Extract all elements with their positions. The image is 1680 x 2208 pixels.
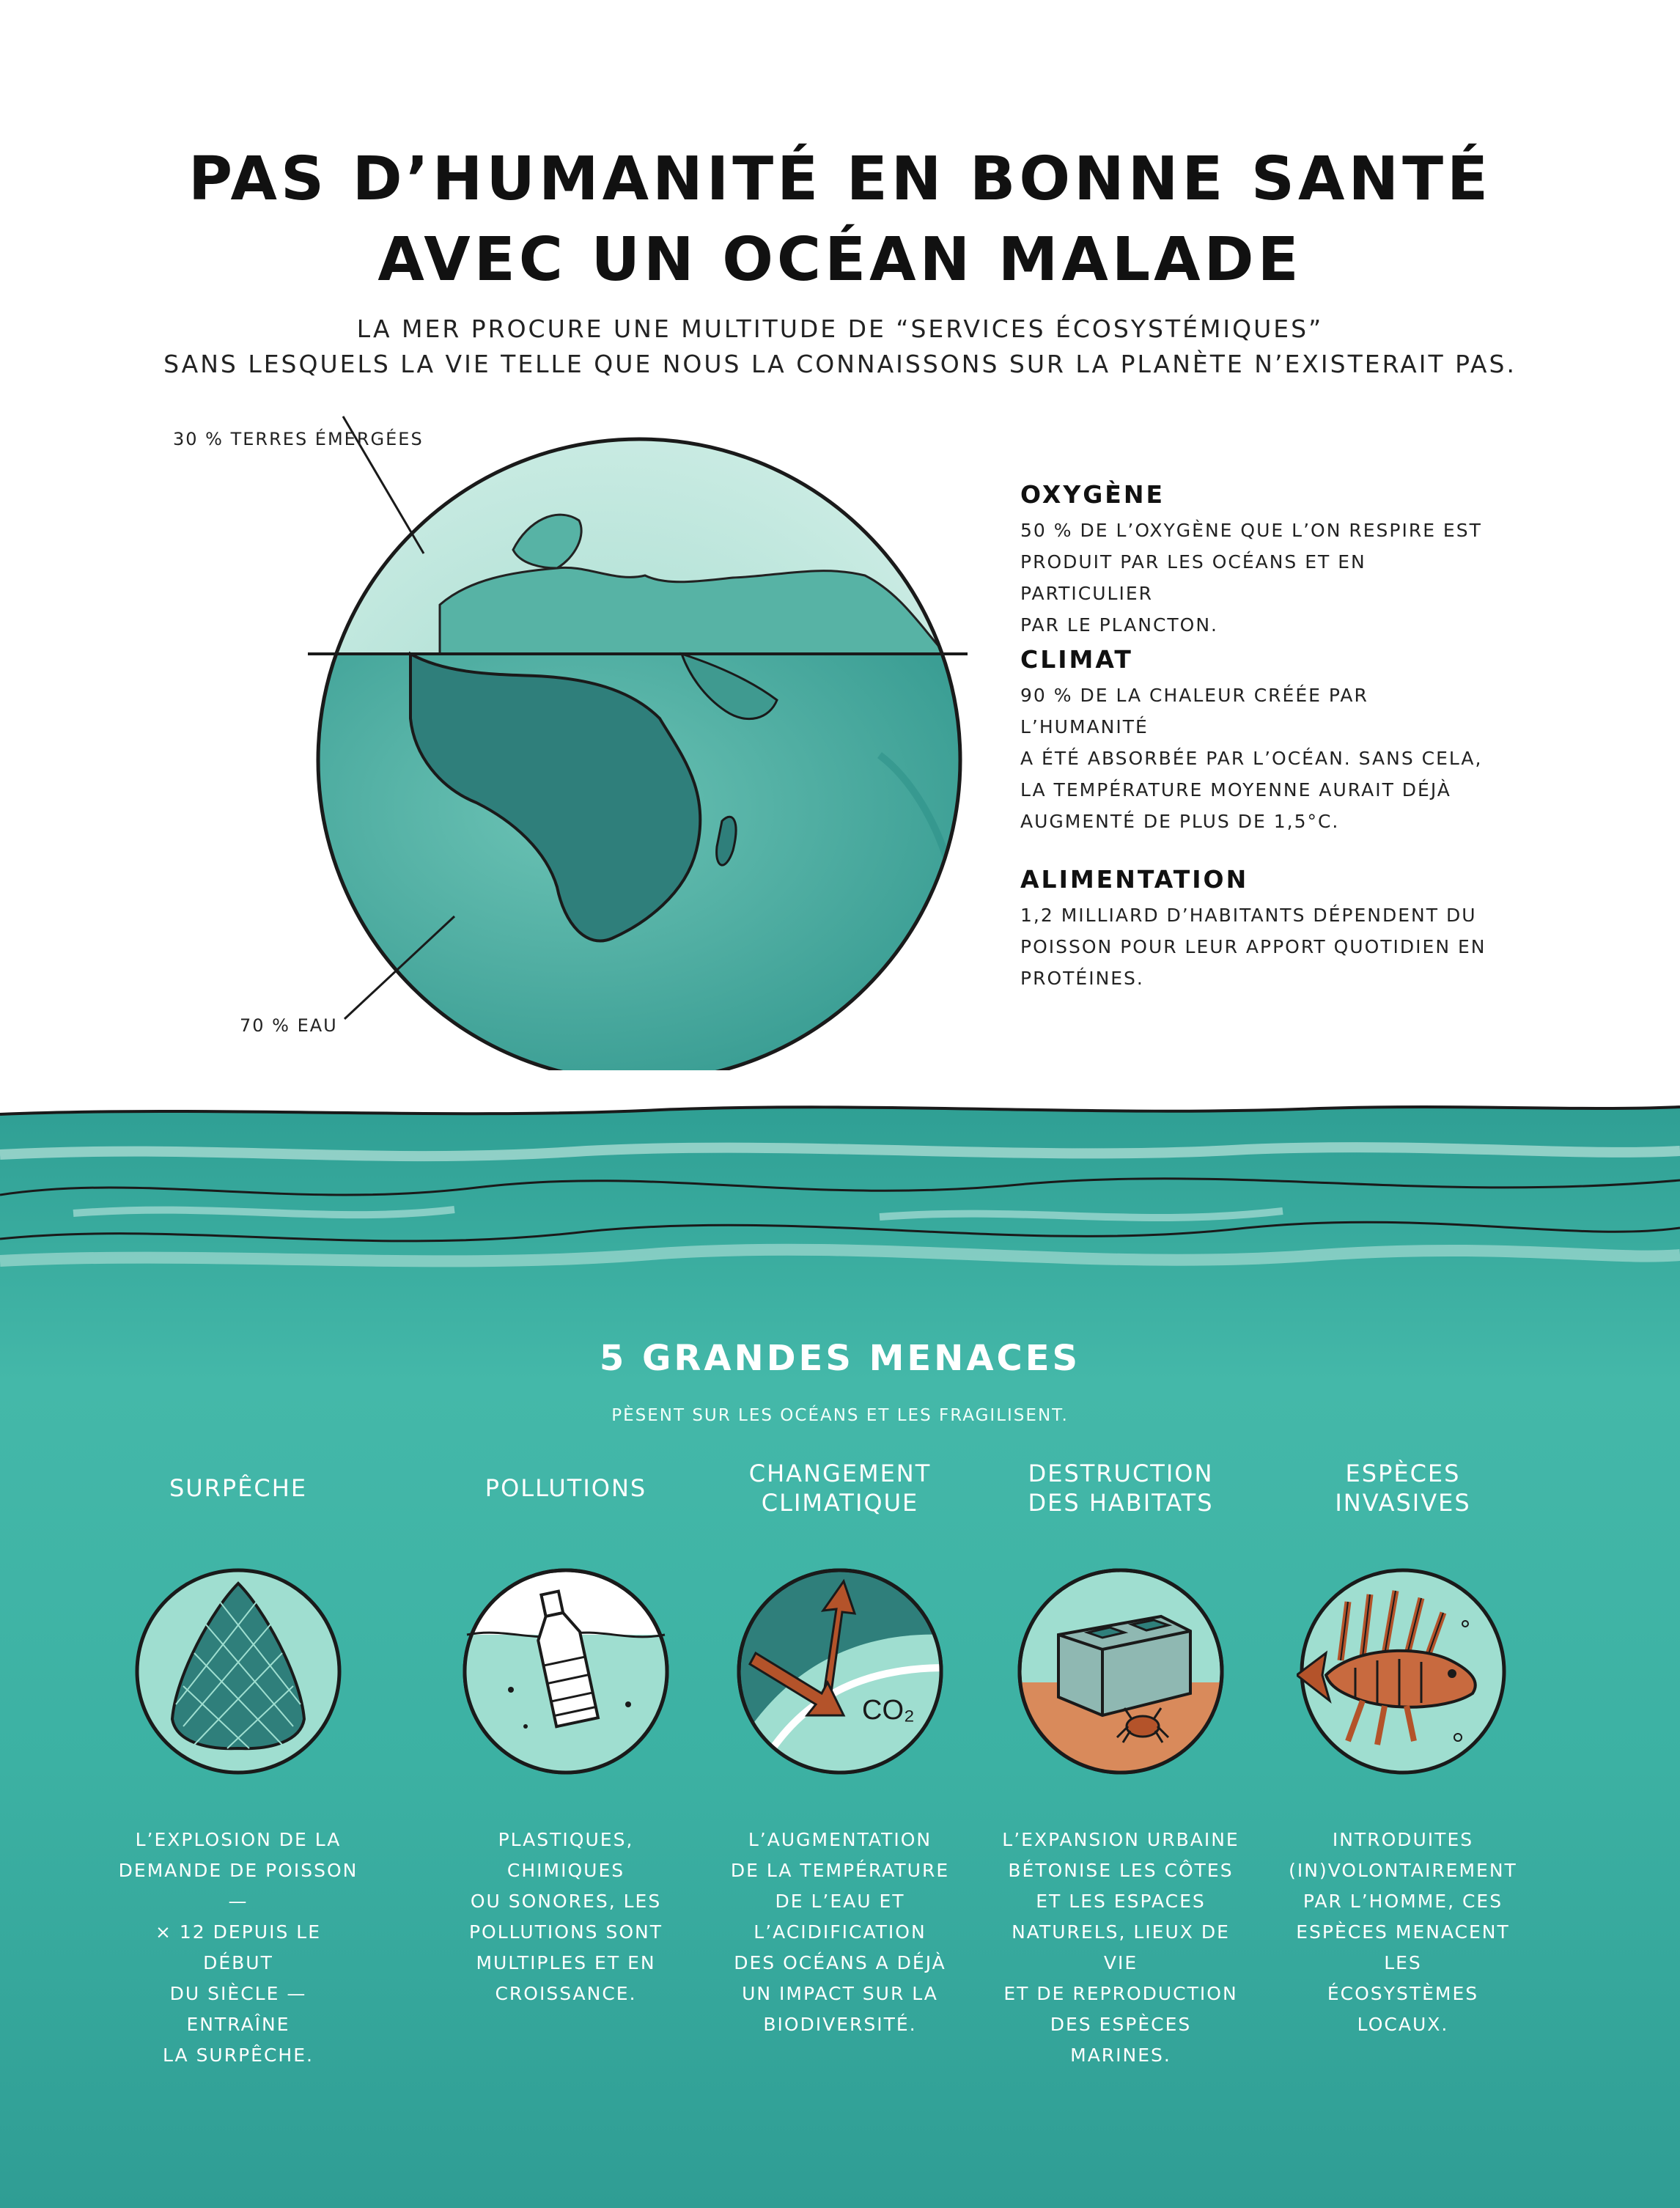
- desc-line: MULTIPLES ET EN: [476, 1952, 656, 1973]
- service-line: AUGMENTÉ DE PLUS DE 1,5°C.: [1020, 811, 1340, 832]
- intro-text: [0, 312, 1680, 382]
- desc-line: DE L’EAU ET: [775, 1891, 905, 1912]
- service-line: PRODUIT PAR LES OCÉANS ET EN PARTICULIER: [1020, 551, 1366, 604]
- threat-title-line: POLLUTIONS: [485, 1474, 647, 1502]
- intro-line-1: LA MER PROCURE UNE MULTITUDE DE “SERVICES ÉCOSYSTÉMIQUES”: [356, 314, 1324, 343]
- page-title: [0, 139, 1680, 301]
- threats-title: 5 GRANDES MENACES: [599, 1338, 1081, 1379]
- threats-subtitle: PÈSENT SUR LES OCÉANS ET LES FRAGILISENT.: [611, 1406, 1069, 1425]
- threat-description: [719, 1825, 961, 2040]
- threat-climate-change: [719, 1455, 961, 2040]
- threat-title-line: ESPÈCES: [1345, 1460, 1461, 1487]
- desc-line: NATURELS, LIEUX DE VIE: [1012, 1921, 1230, 1973]
- service-climate: [1020, 645, 1489, 837]
- threat-title: [1000, 1455, 1242, 1521]
- service-oxygen: [1020, 480, 1489, 641]
- desc-line: BIODIVERSITÉ.: [763, 2014, 917, 2035]
- fishing-net-icon: [132, 1565, 345, 1778]
- earth-globe-illustration: [0, 411, 1020, 1070]
- europe-landmass: [440, 567, 946, 654]
- desc-line: BÉTONISE LES CÔTES: [1008, 1860, 1234, 1881]
- desc-line: PLASTIQUES, CHIMIQUES: [498, 1829, 634, 1881]
- service-line: POISSON POUR LEUR APPORT QUOTIDIEN EN: [1020, 936, 1486, 957]
- desc-line: DU SIÈCLE — ENTRAÎNE: [169, 1983, 307, 2035]
- threat-title-line: CLIMATIQUE: [761, 1489, 919, 1517]
- threat-title: [1282, 1455, 1524, 1521]
- desc-line: DE LA TEMPÉRATURE: [730, 1860, 950, 1881]
- desc-line: PAR L’HOMME, CES: [1303, 1891, 1503, 1912]
- service-line: 90 % DE LA CHALEUR CRÉÉE PAR L’HUMANITÉ: [1020, 685, 1368, 737]
- desc-line: × 12 DEPUIS LE DÉBUT: [155, 1921, 321, 1973]
- lionfish-icon: [1297, 1565, 1509, 1778]
- threat-title: [445, 1455, 687, 1521]
- desc-line: L’AUGMENTATION: [748, 1829, 932, 1850]
- service-line: LA TEMPÉRATURE MOYENNE AURAIT DÉJÀ: [1020, 779, 1451, 801]
- service-title: CLIMAT: [1020, 645, 1133, 674]
- threat-title-line: DES HABITATS: [1028, 1489, 1214, 1517]
- title-line-1: PAS D’HUMANITÉ EN BONNE SANTÉ: [188, 144, 1492, 214]
- desc-line: UN IMPACT SUR LA: [742, 1983, 938, 2004]
- threat-title-line: CHANGEMENT: [748, 1460, 932, 1487]
- desc-line: DES ESPÈCES MARINES.: [1050, 2014, 1192, 2066]
- threat-description: [445, 1825, 687, 2009]
- threat-title: [719, 1455, 961, 1521]
- threat-description: [1000, 1825, 1242, 2071]
- desc-line: CROISSANCE.: [495, 1983, 637, 2004]
- desc-line: L’EXPANSION URBAINE: [1002, 1829, 1239, 1850]
- threat-title: [117, 1455, 359, 1521]
- desc-line: L’ACIDIFICATION: [754, 1921, 926, 1943]
- plastic-bottle-icon: [460, 1565, 672, 1778]
- threat-title-line: SURPÊCHE: [169, 1474, 308, 1502]
- service-line: PAR LE PLANCTON.: [1020, 614, 1219, 636]
- desc-line: ET DE REPRODUCTION: [1003, 1983, 1238, 2004]
- threat-description: [1282, 1825, 1524, 2040]
- desc-line: INTRODUITES: [1332, 1829, 1474, 1850]
- threat-overfishing: [117, 1455, 359, 2071]
- intro-line-2: SANS LESQUELS LA VIE TELLE QUE NOUS LA CONNAISSONS SUR LA PLANÈTE N’EXISTERAIT PAS.: [163, 350, 1517, 378]
- service-line: A ÉTÉ ABSORBÉE PAR L’OCÉAN. SANS CELA,: [1020, 748, 1483, 769]
- title-line-2: AVEC UN OCÉAN MALADE: [377, 225, 1303, 295]
- threat-invasive-species: [1282, 1455, 1524, 2040]
- desc-line: L’EXPLOSION DE LA: [135, 1829, 342, 1850]
- desc-line: OU SONORES, LES: [470, 1891, 662, 1912]
- water-percentage-label: 70 % EAU: [240, 1015, 338, 1036]
- service-line: 50 % DE L’OXYGÈNE QUE L’ON RESPIRE EST: [1020, 520, 1482, 541]
- threat-habitat-destruction: [1000, 1455, 1242, 2071]
- service-title: ALIMENTATION: [1020, 865, 1249, 894]
- desc-line: ET LES ESPACES: [1036, 1891, 1206, 1912]
- land-percentage-label: 30 % TERRES ÉMERGÉES: [173, 429, 424, 449]
- desc-line: DES OCÉANS A DÉJÀ: [734, 1952, 946, 1973]
- desc-line: DEMANDE DE POISSON —: [118, 1860, 358, 1912]
- threat-description: [117, 1825, 359, 2071]
- desc-line: POLLUTIONS SONT: [468, 1921, 663, 1943]
- service-line: 1,2 MILLIARD D’HABITANTS DÉPENDENT DU: [1020, 905, 1477, 926]
- desc-line: LA SURPÊCHE.: [163, 2045, 314, 2066]
- threat-title-line: DESTRUCTION: [1028, 1460, 1214, 1487]
- threat-pollution: [445, 1455, 687, 2009]
- threat-title-line: INVASIVES: [1335, 1489, 1471, 1517]
- service-food: [1020, 865, 1489, 994]
- desc-line: ESPÈCES MENACENT LES: [1296, 1921, 1510, 1973]
- concrete-block-crab-icon: [1014, 1565, 1227, 1778]
- co2-label: CO₂: [862, 1695, 915, 1726]
- co2-arrows-icon: [734, 1565, 946, 1778]
- service-title: OXYGÈNE: [1020, 480, 1165, 509]
- desc-line: (IN)VOLONTAIREMENT: [1289, 1860, 1517, 1881]
- service-line: PROTÉINES.: [1020, 968, 1144, 989]
- desc-line: ÉCOSYSTÈMES LOCAUX.: [1327, 1983, 1479, 2035]
